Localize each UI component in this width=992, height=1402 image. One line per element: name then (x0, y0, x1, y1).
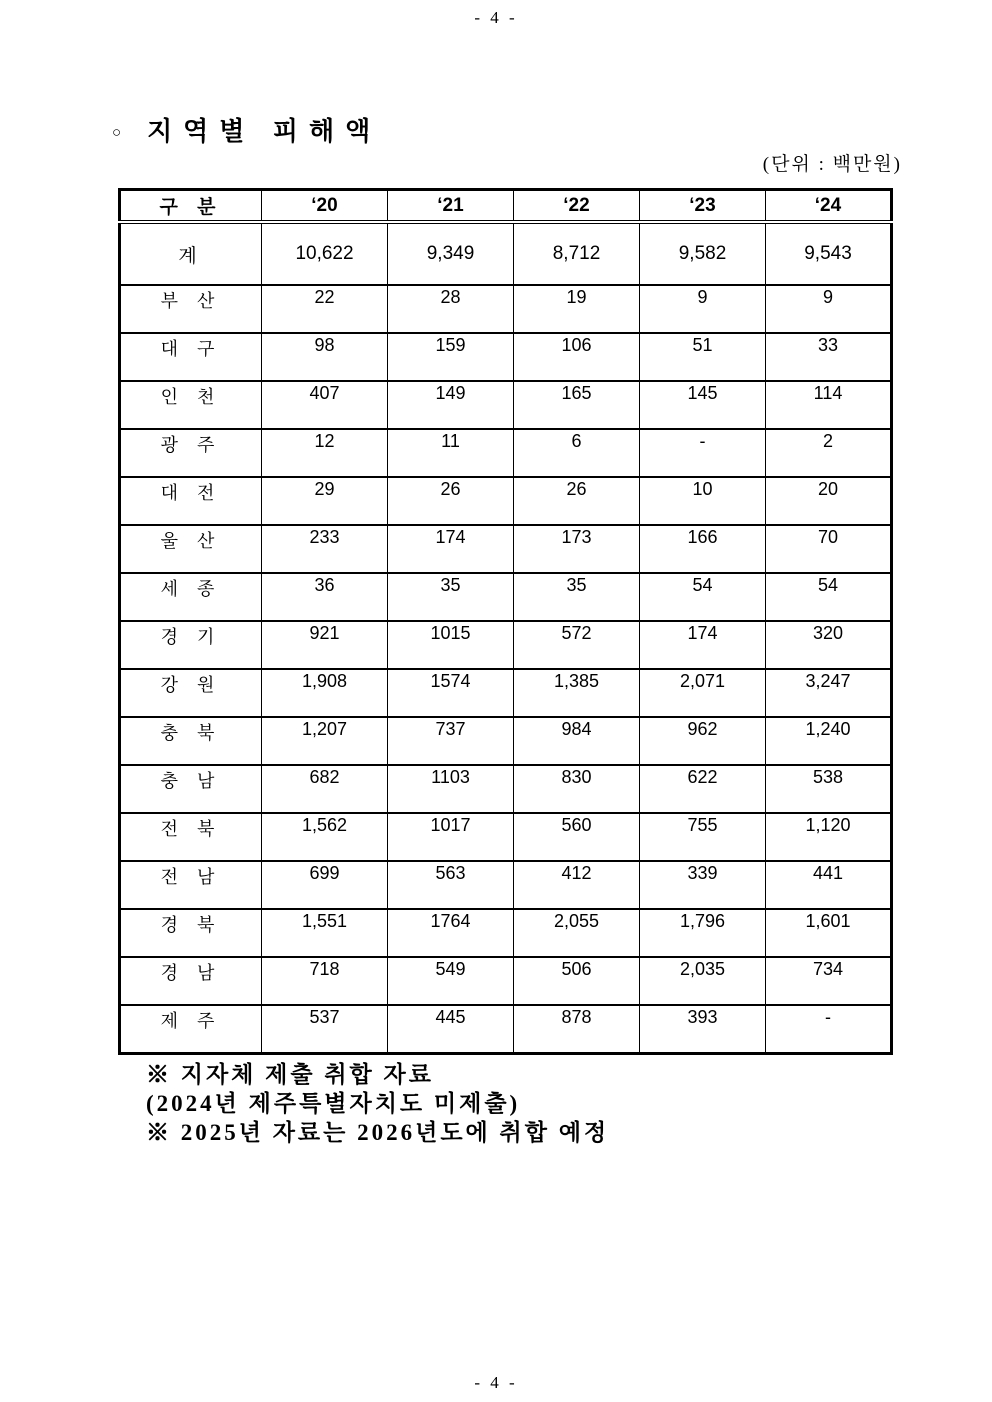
value-cell: 984 (514, 717, 640, 765)
regional-damage-table (118, 188, 893, 1055)
table-row (120, 621, 892, 669)
value-cell: 2,071 (640, 669, 766, 717)
table-row (120, 381, 892, 429)
value-cell: 51 (640, 333, 766, 381)
page-number-top: - 4 - (474, 8, 518, 27)
row-label: 대 구 (120, 333, 262, 381)
value-cell: 28 (388, 285, 514, 333)
value-cell: 9 (640, 285, 766, 333)
value-cell: 9,349 (388, 222, 514, 285)
row-label: 계 (120, 222, 262, 285)
value-cell: 1,796 (640, 909, 766, 957)
value-cell: 165 (514, 381, 640, 429)
value-cell: 19 (514, 285, 640, 333)
value-cell: 1015 (388, 621, 514, 669)
table-row (120, 909, 892, 957)
section-title: 지역별 피해액 (147, 117, 382, 146)
value-cell: 563 (388, 861, 514, 909)
value-cell: 921 (262, 621, 388, 669)
value-cell: 718 (262, 957, 388, 1005)
row-label: 제 주 (120, 1005, 262, 1054)
value-cell: 441 (766, 861, 892, 909)
value-cell: 35 (388, 573, 514, 621)
value-cell: 1,551 (262, 909, 388, 957)
column-header-category: 구 분 (120, 190, 262, 223)
table-row (120, 861, 892, 909)
value-cell: 339 (640, 861, 766, 909)
value-cell: 682 (262, 765, 388, 813)
value-cell: 737 (388, 717, 514, 765)
table-row (120, 333, 892, 381)
footnote-line: (2024년 제주특별자치도 미제출) (146, 1091, 521, 1116)
row-label: 경 북 (120, 909, 262, 957)
value-cell: 149 (388, 381, 514, 429)
value-cell: 114 (766, 381, 892, 429)
value-cell: 830 (514, 765, 640, 813)
value-cell: 8,712 (514, 222, 640, 285)
value-cell: 1103 (388, 765, 514, 813)
value-cell: 1764 (388, 909, 514, 957)
value-cell: 1017 (388, 813, 514, 861)
value-cell: 560 (514, 813, 640, 861)
row-label: 울 산 (120, 525, 262, 573)
table-row (120, 717, 892, 765)
table-row (120, 765, 892, 813)
value-cell: 174 (388, 525, 514, 573)
footnote-line: ※ 2025년 자료는 2026년도에 취합 예정 (146, 1120, 610, 1145)
column-header-year: ‘20 (262, 190, 388, 223)
value-cell: 1,601 (766, 909, 892, 957)
row-label: 광 주 (120, 429, 262, 477)
value-cell: 54 (640, 573, 766, 621)
value-cell: 1,240 (766, 717, 892, 765)
table-row (120, 573, 892, 621)
value-cell: 6 (514, 429, 640, 477)
value-cell: 1,207 (262, 717, 388, 765)
table-header-row (120, 190, 892, 223)
value-cell: 1,120 (766, 813, 892, 861)
value-cell: 1,385 (514, 669, 640, 717)
value-cell: 407 (262, 381, 388, 429)
table-row (120, 957, 892, 1005)
value-cell: 1,562 (262, 813, 388, 861)
row-label: 부 산 (120, 285, 262, 333)
value-cell: 106 (514, 333, 640, 381)
value-cell: 159 (388, 333, 514, 381)
footnotes (146, 1060, 992, 1147)
value-cell: 12 (262, 429, 388, 477)
value-cell: 26 (514, 477, 640, 525)
table-row (120, 429, 892, 477)
value-cell: 412 (514, 861, 640, 909)
value-cell: 54 (766, 573, 892, 621)
table-row (120, 477, 892, 525)
value-cell: 2 (766, 429, 892, 477)
value-cell: 506 (514, 957, 640, 1005)
section-header (112, 111, 992, 146)
value-cell: 1574 (388, 669, 514, 717)
table-body (120, 222, 892, 1054)
value-cell: - (766, 1005, 892, 1054)
table-row (120, 669, 892, 717)
row-label: 경 기 (120, 621, 262, 669)
value-cell: 755 (640, 813, 766, 861)
value-cell: 26 (388, 477, 514, 525)
circle-bullet-icon: ○ (112, 125, 122, 141)
value-cell: - (640, 429, 766, 477)
table-row-total (120, 222, 892, 285)
value-cell: 537 (262, 1005, 388, 1054)
value-cell: 734 (766, 957, 892, 1005)
column-header-year: ‘23 (640, 190, 766, 223)
table-row (120, 525, 892, 573)
value-cell: 145 (640, 381, 766, 429)
value-cell: 22 (262, 285, 388, 333)
value-cell: 70 (766, 525, 892, 573)
value-cell: 2,055 (514, 909, 640, 957)
value-cell: 35 (514, 573, 640, 621)
value-cell: 9 (766, 285, 892, 333)
column-header-year: ‘21 (388, 190, 514, 223)
value-cell: 36 (262, 573, 388, 621)
value-cell: 445 (388, 1005, 514, 1054)
value-cell: 1,908 (262, 669, 388, 717)
value-cell: 549 (388, 957, 514, 1005)
value-cell: 699 (262, 861, 388, 909)
value-cell: 3,247 (766, 669, 892, 717)
value-cell: 320 (766, 621, 892, 669)
table-row (120, 1005, 892, 1054)
row-label: 세 종 (120, 573, 262, 621)
value-cell: 9,582 (640, 222, 766, 285)
value-cell: 622 (640, 765, 766, 813)
value-cell: 166 (640, 525, 766, 573)
value-cell: 98 (262, 333, 388, 381)
page-number-bottom: - 4 - (474, 1373, 518, 1392)
row-label: 충 남 (120, 765, 262, 813)
value-cell: 10,622 (262, 222, 388, 285)
value-cell: 29 (262, 477, 388, 525)
column-header-year: ‘24 (766, 190, 892, 223)
row-label: 전 남 (120, 861, 262, 909)
table-header (120, 190, 892, 223)
value-cell: 393 (640, 1005, 766, 1054)
unit-note: (단위 : 백만원) (762, 154, 902, 175)
row-label: 강 원 (120, 669, 262, 717)
value-cell: 572 (514, 621, 640, 669)
value-cell: 962 (640, 717, 766, 765)
footnote-line: ※ 지자체 제출 취합 자료 (146, 1062, 434, 1087)
value-cell: 538 (766, 765, 892, 813)
value-cell: 174 (640, 621, 766, 669)
value-cell: 10 (640, 477, 766, 525)
row-label: 대 전 (120, 477, 262, 525)
row-label: 경 남 (120, 957, 262, 1005)
value-cell: 20 (766, 477, 892, 525)
value-cell: 233 (262, 525, 388, 573)
row-label: 충 북 (120, 717, 262, 765)
row-label: 전 북 (120, 813, 262, 861)
value-cell: 33 (766, 333, 892, 381)
table-row (120, 813, 892, 861)
value-cell: 9,543 (766, 222, 892, 285)
value-cell: 2,035 (640, 957, 766, 1005)
row-label: 인 천 (120, 381, 262, 429)
value-cell: 11 (388, 429, 514, 477)
table-row (120, 285, 892, 333)
column-header-year: ‘22 (514, 190, 640, 223)
value-cell: 173 (514, 525, 640, 573)
value-cell: 878 (514, 1005, 640, 1054)
